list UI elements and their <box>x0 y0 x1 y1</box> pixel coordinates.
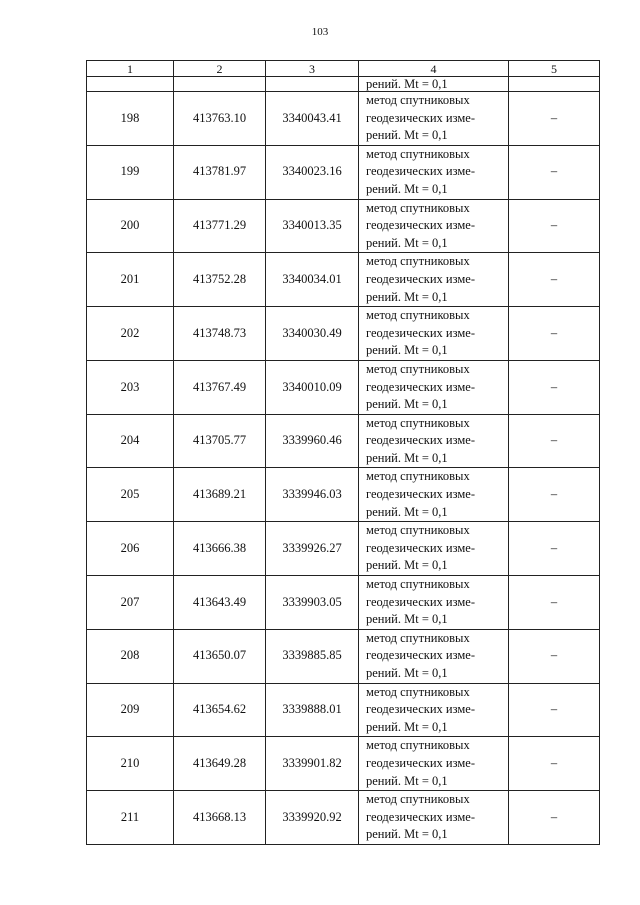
column-header-3: 3 <box>266 61 359 77</box>
note-cell: – <box>509 307 600 361</box>
cell-empty <box>87 77 174 92</box>
note-cell: – <box>509 414 600 468</box>
table-row <box>87 199 600 253</box>
method-cell: метод спутниковых геодезических изме- рений. Mt = 0,1 <box>359 629 509 683</box>
point-number-cell: 205 <box>87 468 174 522</box>
x-coordinate-cell: 413654.62 <box>174 683 266 737</box>
point-number-cell: 200 <box>87 199 174 253</box>
method-cell: метод спутниковых геодезических изме- рений. Mt = 0,1 <box>359 199 509 253</box>
table-row <box>87 414 600 468</box>
method-cell: метод спутниковых геодезических изме- рений. Mt = 0,1 <box>359 791 509 845</box>
note-cell: – <box>509 629 600 683</box>
column-header-5: 5 <box>509 61 600 77</box>
x-coordinate-cell: 413668.13 <box>174 791 266 845</box>
y-coordinate-cell: 3340023.16 <box>266 145 359 199</box>
y-coordinate-cell: 3339888.01 <box>266 683 359 737</box>
note-cell: – <box>509 145 600 199</box>
method-cell: метод спутниковых геодезических изме- рений. Mt = 0,1 <box>359 360 509 414</box>
table-row <box>87 307 600 361</box>
y-coordinate-cell: 3339920.92 <box>266 791 359 845</box>
y-coordinate-cell: 3340013.35 <box>266 199 359 253</box>
point-number-cell: 204 <box>87 414 174 468</box>
point-number-cell: 211 <box>87 791 174 845</box>
method-cell: метод спутниковых геодезических изме- рений. Mt = 0,1 <box>359 145 509 199</box>
method-cell: метод спутниковых геодезических изме- рений. Mt = 0,1 <box>359 683 509 737</box>
y-coordinate-cell: 3339903.05 <box>266 576 359 630</box>
x-coordinate-cell: 413643.49 <box>174 576 266 630</box>
x-coordinate-cell: 413763.10 <box>174 92 266 146</box>
table-row <box>87 92 600 146</box>
point-number-cell: 201 <box>87 253 174 307</box>
x-coordinate-cell: 413748.73 <box>174 307 266 361</box>
cell-empty <box>174 77 266 92</box>
cell-empty <box>509 77 600 92</box>
y-coordinate-cell: 3340043.41 <box>266 92 359 146</box>
table-row <box>87 253 600 307</box>
method-cell: метод спутниковых геодезических изме- рений. Mt = 0,1 <box>359 307 509 361</box>
cell-empty <box>266 77 359 92</box>
method-cell: метод спутниковых геодезических изме- рений. Mt = 0,1 <box>359 576 509 630</box>
point-number-cell: 198 <box>87 92 174 146</box>
x-coordinate-cell: 413689.21 <box>174 468 266 522</box>
continuation-row <box>87 77 600 92</box>
note-cell: – <box>509 683 600 737</box>
x-coordinate-cell: 413650.07 <box>174 629 266 683</box>
method-cell: метод спутниковых геодезических изме- рений. Mt = 0,1 <box>359 253 509 307</box>
table-row <box>87 576 600 630</box>
table-row <box>87 145 600 199</box>
y-coordinate-cell: 3340010.09 <box>266 360 359 414</box>
table-row <box>87 683 600 737</box>
table-row <box>87 360 600 414</box>
point-number-cell: 209 <box>87 683 174 737</box>
column-header-2: 2 <box>174 61 266 77</box>
x-coordinate-cell: 413752.28 <box>174 253 266 307</box>
point-number-cell: 199 <box>87 145 174 199</box>
table-row <box>87 468 600 522</box>
x-coordinate-cell: 413767.49 <box>174 360 266 414</box>
point-number-cell: 206 <box>87 522 174 576</box>
note-cell: – <box>509 360 600 414</box>
table-row <box>87 522 600 576</box>
page-number: 103 <box>311 26 329 38</box>
x-coordinate-cell: 413649.28 <box>174 737 266 791</box>
note-cell: – <box>509 737 600 791</box>
method-cell: метод спутниковых геодезических изме- рений. Mt = 0,1 <box>359 737 509 791</box>
point-number-cell: 207 <box>87 576 174 630</box>
y-coordinate-cell: 3339926.27 <box>266 522 359 576</box>
continuation-text: рений. Mt = 0,1 <box>359 77 509 92</box>
y-coordinate-cell: 3340034.01 <box>266 253 359 307</box>
coordinates-table <box>86 60 600 845</box>
method-cell: метод спутниковых геодезических изме- рений. Mt = 0,1 <box>359 468 509 522</box>
note-cell: – <box>509 791 600 845</box>
x-coordinate-cell: 413666.38 <box>174 522 266 576</box>
note-cell: – <box>509 253 600 307</box>
x-coordinate-cell: 413705.77 <box>174 414 266 468</box>
point-number-cell: 210 <box>87 737 174 791</box>
table-row <box>87 629 600 683</box>
method-cell: метод спутниковых геодезических изме- рений. Mt = 0,1 <box>359 522 509 576</box>
y-coordinate-cell: 3339885.85 <box>266 629 359 683</box>
table-row <box>87 791 600 845</box>
y-coordinate-cell: 3339960.46 <box>266 414 359 468</box>
note-cell: – <box>509 468 600 522</box>
y-coordinate-cell: 3340030.49 <box>266 307 359 361</box>
x-coordinate-cell: 413771.29 <box>174 199 266 253</box>
y-coordinate-cell: 3339901.82 <box>266 737 359 791</box>
note-cell: – <box>509 522 600 576</box>
y-coordinate-cell: 3339946.03 <box>266 468 359 522</box>
note-cell: – <box>509 576 600 630</box>
method-cell: метод спутниковых геодезических изме- рений. Mt = 0,1 <box>359 92 509 146</box>
point-number-cell: 203 <box>87 360 174 414</box>
note-cell: – <box>509 199 600 253</box>
note-cell: – <box>509 92 600 146</box>
column-header-1: 1 <box>87 61 174 77</box>
method-cell: метод спутниковых геодезических изме- рений. Mt = 0,1 <box>359 414 509 468</box>
table-row <box>87 737 600 791</box>
column-header-4: 4 <box>359 61 509 77</box>
point-number-cell: 208 <box>87 629 174 683</box>
point-number-cell: 202 <box>87 307 174 361</box>
x-coordinate-cell: 413781.97 <box>174 145 266 199</box>
table-header-row <box>87 61 600 77</box>
